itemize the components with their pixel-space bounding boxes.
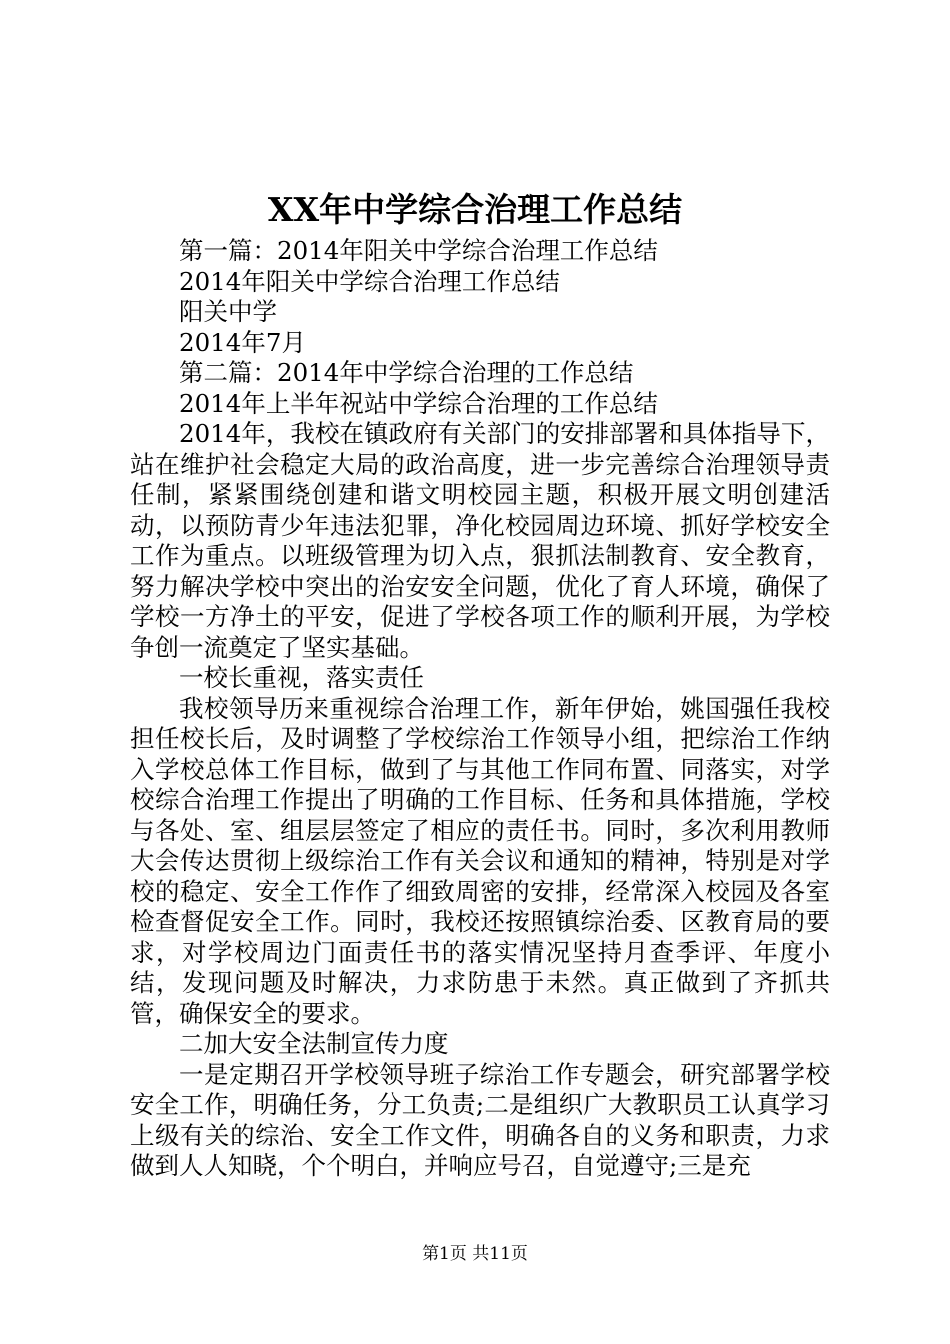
paragraph-heading-part-two: 第二篇：2014年中学综合治理的工作总结 [179, 358, 634, 387]
paragraph-subtitle: 2014年阳关中学综合治理工作总结 [179, 266, 560, 296]
paragraph-heading-part-one: 第一篇：2014年阳关中学综合治理工作总结 [179, 236, 658, 265]
section-heading-one: 一校长重视，落实责任 [179, 663, 424, 692]
paragraph-date: 2014年7月 [179, 327, 306, 357]
section-heading-two: 二加大安全法制宣传力度 [179, 1029, 449, 1058]
document-body [130, 236, 830, 1182]
page-footer: 第1页 共11页 [422, 1244, 528, 1264]
paragraph-school-name: 阳关中学 [179, 297, 277, 326]
paragraph-section-one: 我校领导历来重视综合治理工作，新年伊始，姚国强任我校担任校长后，及时调整了学校综治工作领导小组，把综治工作纳入学校总体工作目标，做到了与其他工作同布置、同落实，对学校综合治理工作提出了明确的工作目标、任务和具体措施，学校与各处、室、组层层签定了相应的责任书。同时，多次利用教师大会传达贯彻上级综治工作有关会议和通知的精神，特别是对学校的稳定、安全工作作了细致周密的安排，经常深入校园及各室检查督促安全工作。同时，我校还按照镇综治委、区教育局的要求，对学校周边门面责任书的落实情况坚持月查季评、年度小结，发现问题及时解决，力求防患于未然。真正做到了齐抓共管，确保安全的要求。 [130, 693, 830, 1028]
document-title: XX年中学综合治理工作总结 [267, 190, 683, 229]
paragraph-intro: 2014年，我校在镇政府有关部门的安排部署和具体指导下，站在维护社会稳定大局的政治高度，进一步完善综合治理领导责任制，紧紧围绕创建和谐文明校园主题，积极开展文明创建活动，以预防青少年违法犯罪，净化校园周边环境、抓好学校安全工作为重点。以班级管理为切入点，狠抓法制教育、安全教育，努力解决学校中突出的治安安全问题，优化了育人环境，确保了学校一方净土的平安，促进了学校各项工作的顺利开展，为学校争创一流奠定了坚实基础。 [130, 419, 830, 662]
paragraph-subtitle-two: 2014年上半年祝站中学综合治理的工作总结 [179, 388, 658, 418]
paragraph-section-two: 一是定期召开学校领导班子综治工作专题会，研究部署学校安全工作，明确任务，分工负责;二是组织广大教职员工认真学习上级有关的综治、安全工作文件，明确各自的义务和职责，力求做到人人知晓，个个明白，并响应号召，自觉遵守;三是充 [130, 1059, 830, 1180]
